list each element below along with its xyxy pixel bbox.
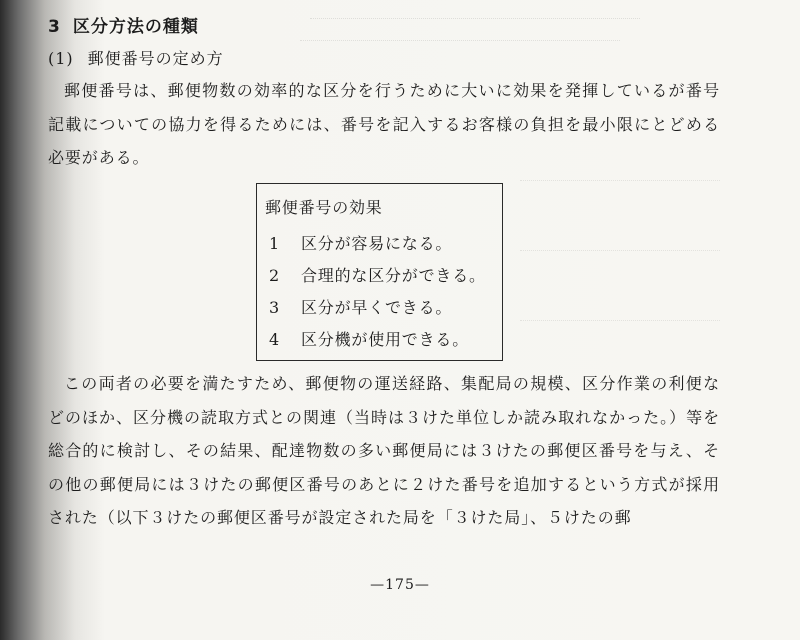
effects-box-title: 郵便番号の効果: [265, 198, 383, 217]
paragraph-method: この両者の必要を満たすため、郵便物の運送経路、集配局の規模、区分作業の利便などのほか、区分機の読取方式との関連（当時は３けた単位しか読み取れなかった。）等を総合的に検討し、その結果、配達物数の多い郵便局には３けたの郵便区番号を与え、その他の郵便局には３けたの郵便区番号のあとに２けた番号を追加するという方式が採用された（以下３けたの郵便区番号が設定された局を「３けた局」、５けたの郵: [48, 374, 720, 527]
section-heading: [48, 12, 199, 37]
effects-box: [256, 183, 503, 361]
effects-item-number: 3: [269, 298, 280, 317]
effects-item-text: 合理的な区分ができる。: [301, 266, 486, 285]
effects-item-text: 区分が早くできる。: [301, 298, 453, 317]
subsection-title: 郵便番号の定め方: [87, 49, 224, 68]
effects-item: [269, 295, 452, 318]
effects-item: [269, 231, 452, 254]
effects-item: [269, 327, 469, 350]
subsection-heading: [48, 46, 224, 69]
page-number: —175—: [370, 577, 430, 593]
paragraph-intro: 郵便番号は、郵便物数の効率的な区分を行うために大いに効果を発揮しているが番号記載についての協力を得るためには、番号を記入するお客様の負担を最小限にとどめる必要がある。: [48, 81, 720, 167]
effects-item: [269, 263, 486, 286]
effects-item-number: 2: [269, 266, 280, 285]
section-number: 3: [48, 17, 61, 37]
subsection-number: (1): [48, 49, 74, 68]
effects-item-number: 1: [269, 234, 280, 253]
section-title: 区分方法の種類: [72, 17, 199, 37]
effects-item-number: 4: [269, 330, 280, 349]
effects-item-text: 区分機が使用できる。: [301, 330, 470, 349]
effects-item-text: 区分が容易になる。: [301, 234, 453, 253]
